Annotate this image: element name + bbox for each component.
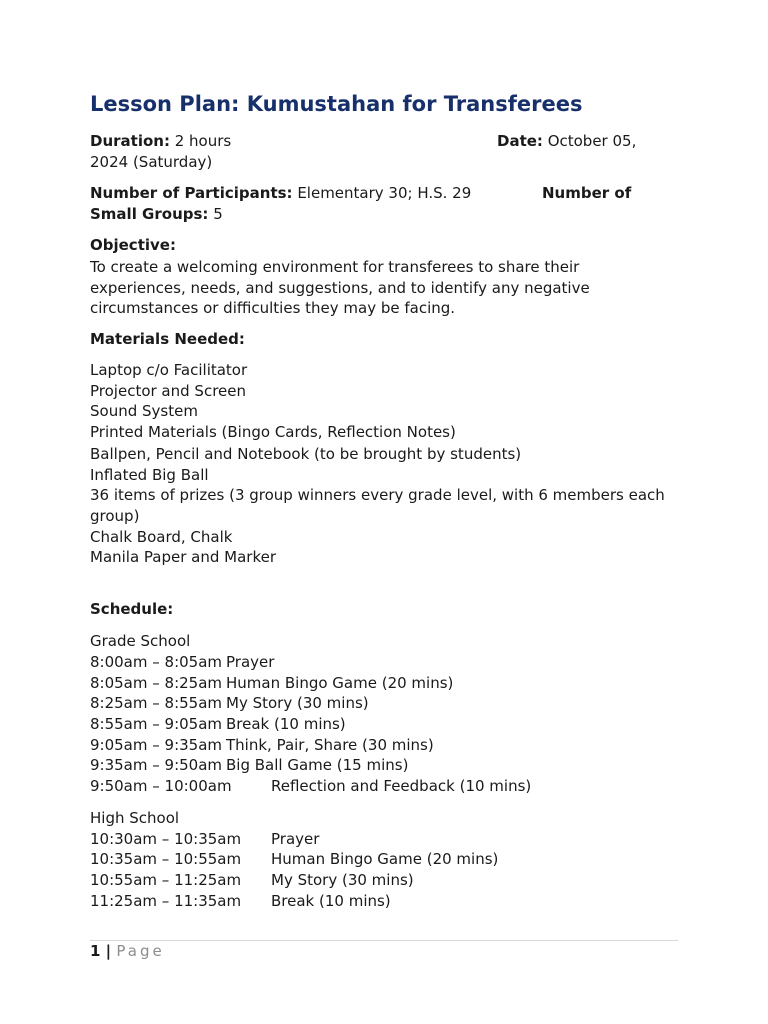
high-school-label: High School <box>90 809 180 827</box>
schedule-heading: Schedule: <box>90 600 174 618</box>
materials-item: Sound System <box>90 402 198 420</box>
participants-value: Elementary 30; H.S. 29 <box>292 184 472 202</box>
schedule-row <box>90 755 408 776</box>
materials-item: Printed Materials (Bingo Cards, Reflection Notes) <box>90 423 456 441</box>
schedule-row <box>90 673 453 694</box>
schedule-activity: Prayer <box>271 830 320 848</box>
schedule-row <box>90 735 434 756</box>
schedule-time: 9:05am – 9:35am <box>90 736 223 754</box>
schedule-row <box>90 829 319 850</box>
groups-label-part1: Number of <box>542 184 632 202</box>
schedule-time: 9:35am – 9:50am <box>90 756 223 774</box>
schedule-time: 8:00am – 8:05am <box>90 653 223 671</box>
materials-item: group) <box>90 507 140 525</box>
schedule-time: 8:55am – 9:05am <box>90 715 223 733</box>
groups-line <box>90 204 223 225</box>
materials-item: 36 items of prizes (3 group winners every grade level, with 6 members each <box>90 486 665 504</box>
schedule-activity: Think, Pair, Share (30 mins) <box>226 736 434 754</box>
participants-label: Number of Participants: <box>90 184 293 202</box>
groups-label-part2: Small Groups: <box>90 205 209 223</box>
objective-text-line: To create a welcoming environment for transferees to share their <box>90 258 580 276</box>
schedule-time: 8:05am – 8:25am <box>90 674 223 692</box>
schedule-row <box>90 870 414 891</box>
grade-school-label: Grade School <box>90 632 191 650</box>
materials-item: Laptop c/o Facilitator <box>90 361 248 379</box>
schedule-activity: Reflection and Feedback (10 mins) <box>271 777 532 795</box>
schedule-time: 11:25am – 11:35am <box>90 892 242 910</box>
page-label: Page <box>116 942 165 960</box>
footer-separator: | <box>100 942 117 960</box>
duration-line <box>90 131 231 152</box>
schedule-row <box>90 652 274 673</box>
page-number: 1 <box>90 942 101 960</box>
duration-value: 2 hours <box>169 132 232 150</box>
groups-value: 5 <box>208 205 223 223</box>
schedule-activity: Break (10 mins) <box>271 892 391 910</box>
materials-item: Projector and Screen <box>90 382 246 400</box>
footer-divider <box>90 940 678 941</box>
schedule-time: 10:30am – 10:35am <box>90 830 242 848</box>
schedule-time: 10:35am – 10:55am <box>90 850 242 868</box>
schedule-activity: My Story (30 mins) <box>226 694 369 712</box>
materials-item: Chalk Board, Chalk <box>90 528 233 546</box>
participants-line <box>90 183 471 204</box>
schedule-time: 9:50am – 10:00am <box>90 777 232 795</box>
schedule-time: 8:25am – 8:55am <box>90 694 223 712</box>
schedule-activity: Prayer <box>226 653 275 671</box>
objective-heading: Objective: <box>90 236 176 254</box>
schedule-activity: Human Bingo Game (20 mins) <box>271 850 499 868</box>
schedule-activity: Big Ball Game (15 mins) <box>226 756 409 774</box>
page-title: Lesson Plan: Kumustahan for Transferees <box>90 92 583 116</box>
schedule-row <box>90 849 498 870</box>
page-footer <box>90 941 165 962</box>
schedule-activity: Break (10 mins) <box>226 715 346 733</box>
materials-heading: Materials Needed: <box>90 330 245 348</box>
objective-text-line: circumstances or difficulties they may be facing. <box>90 299 456 317</box>
schedule-row <box>90 714 346 735</box>
materials-item: Manila Paper and Marker <box>90 548 277 566</box>
schedule-activity: My Story (30 mins) <box>271 871 414 889</box>
date-value: October 05, <box>542 132 637 150</box>
schedule-row <box>90 693 369 714</box>
materials-item: Ballpen, Pencil and Notebook (to be brought by students) <box>90 445 522 463</box>
objective-text-line: experiences, needs, and suggestions, and to identify any negative <box>90 279 590 297</box>
date-line <box>497 131 636 152</box>
duration-label: Duration: <box>90 132 170 150</box>
schedule-row <box>90 776 531 797</box>
schedule-time: 10:55am – 11:25am <box>90 871 242 889</box>
date-continuation: 2024 (Saturday) <box>90 153 213 171</box>
materials-item: Inflated Big Ball <box>90 466 209 484</box>
date-label: Date: <box>497 132 543 150</box>
schedule-activity: Human Bingo Game (20 mins) <box>226 674 454 692</box>
schedule-row <box>90 891 391 912</box>
